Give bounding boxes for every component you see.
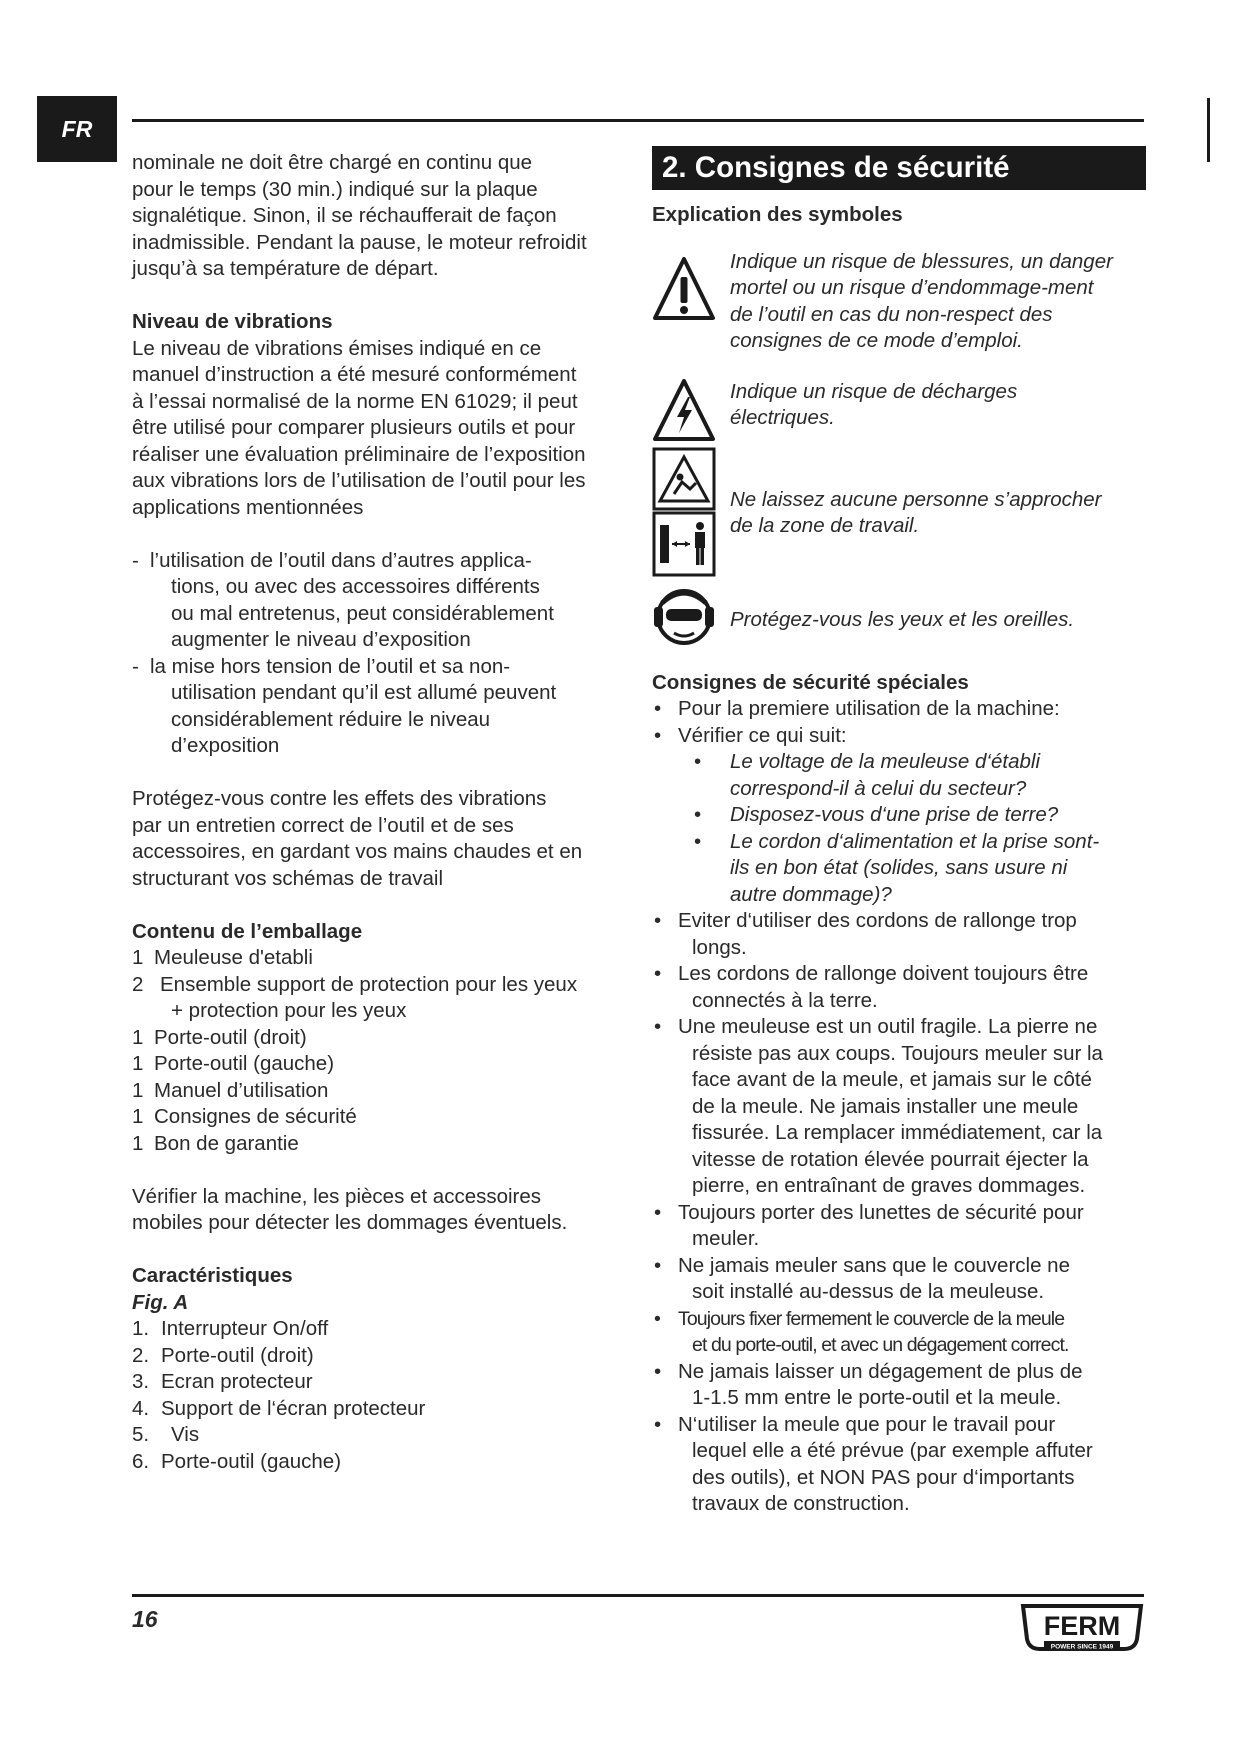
symbols-heading: Explication des symboles bbox=[652, 203, 903, 226]
check-paragraph: Vérifier la machine, les pièces et accessoires mobiles pour détecter les dommages éventuels. bbox=[132, 1184, 568, 1234]
page-number: 16 bbox=[132, 1606, 158, 1632]
figure-reference: Fig. A bbox=[132, 1290, 189, 1314]
warning-triangle-icon bbox=[652, 255, 716, 323]
dash-list-item: - l’utilisation de l’outil dans d’autres applica- tions, ou avec des accessoires différents ou mal entretenus, peut considérablement augmenter le niveau d’exposition bbox=[132, 548, 554, 651]
symbol-warning: Indique un risque de blessures, un danger mortel ou un risque d’endommage-ment de l’outil en cas du non-respect des consignes de ce mode d’emploi. bbox=[652, 249, 1146, 379]
package-list: 1 Meuleuse d'etabli 2 Ensemble support de protection pour les yeux + protection pour les yeux 1 Porte-outil (droit) 1 Porte-outil (gauche) 1 Manuel d’utilisation 1 Consignes de sécurité 1 Bon de garantie bbox=[132, 945, 632, 1157]
safety-item: • Toujours fixer fermement le couvercle de la meule et du porte-outil, et avec un dégagement correct. bbox=[654, 1307, 1069, 1356]
package-item: 2 Ensemble support de protection pour les yeux bbox=[132, 972, 578, 996]
safety-item: • Vérifier ce qui suit: bbox=[654, 723, 847, 747]
safety-item: • Une meuleuse est un outil fragile. La pierre ne résiste pas aux coups. Toujours meuler sur la face avant de la meule, et jamais sur le côté de la meule. Ne jamais installer une meule fissurée. La remplacer immédiatement, car la vitesse de rotation élevée pourrait éjecter la pierre, en entraînant de graves dommages. bbox=[654, 1015, 1103, 1197]
package-item: 1 Manuel d’utilisation bbox=[132, 1078, 329, 1102]
keep-distance-icon bbox=[652, 447, 716, 577]
check-item: • Le cordon d‘alimentation et la prise sont- ils en bon état (solides, sans usure ni autre dommage)? bbox=[694, 829, 1100, 906]
footer-rule bbox=[132, 1594, 1144, 1597]
language-label: FR bbox=[61, 115, 93, 142]
dash-list-item: - la mise hors tension de l’outil et sa non- utilisation pendant qu’il est allumé peuvent considérablement réduire le niveau d’exposition bbox=[132, 654, 557, 757]
features-heading: Caractéristiques bbox=[132, 1264, 293, 1287]
package-heading: Contenu de l’emballage bbox=[132, 919, 363, 943]
feature-item: 4. Support de l‘écran protecteur bbox=[132, 1396, 426, 1420]
safety-item: • Ne jamais meuler sans que le couvercle ne soit installé au-dessus de la meuleuse. bbox=[654, 1253, 1070, 1303]
safety-item: • Les cordons de rallonge doivent toujours être connectés à la terre. bbox=[654, 962, 1089, 1012]
logo-tagline: POWER SINCE 1949 bbox=[1050, 1643, 1114, 1651]
ferm-logo bbox=[1020, 1603, 1144, 1655]
special-heading: Consignes de sécurité spéciales bbox=[652, 670, 969, 694]
package-item: 1 Consignes de sécurité bbox=[132, 1105, 357, 1128]
symbol-distance: Ne laissez aucune personne s’approcher de la zone de travail. bbox=[652, 453, 1146, 593]
package-item: 1 Bon de garantie bbox=[132, 1131, 299, 1155]
protection-paragraph: Protégez-vous contre les effets des vibrations par un entretien correct de l’outil et de ses accessoires, en gardant vos mains chaudes et en structurant vos schémas de travail bbox=[132, 787, 583, 890]
eye-ear-protection-icon bbox=[652, 585, 716, 651]
right-column bbox=[652, 146, 1146, 1518]
feature-item: 2. Porte-outil (droit) bbox=[132, 1343, 314, 1367]
safety-item: • Pour la premiere utilisation de la machine: bbox=[654, 697, 1060, 720]
intro-paragraph: nominale ne doit être chargé en continu que pour le temps (30 min.) indiqué sur la plaque signalétique. Sinon, il se réchaufferait de façon inadmissible. Pendant la pause, le moteur refroidit jusqu’à sa température de départ. bbox=[132, 151, 587, 280]
feature-item: 5. Vis bbox=[132, 1423, 200, 1446]
vibration-paragraph: Le niveau de vibrations émises indiqué en ce manuel d’instruction a été mesuré conformément à l’essai normalisé de la norme EN 61029; il peut être utilisé pour comparer plusieurs outils et pour réaliser une évaluation préliminaire de l’exposition aux vibrations lors de l’utilisation de l’outil pour les applications mentionnées bbox=[132, 336, 586, 519]
safety-item: • Eviter d‘utiliser des cordons de rallonge trop longs. bbox=[654, 909, 1077, 959]
edge-mark bbox=[1207, 98, 1210, 162]
package-item: 1 Porte-outil (droit) bbox=[132, 1025, 307, 1049]
safety-item: • N‘utiliser la meule que pour le travail pour lequel elle a été prévue (par exemple affuter des outils), et NON PAS pour d‘importants travaux de construction. bbox=[654, 1412, 1093, 1515]
feature-item: 6. Porte-outil (gauche) bbox=[132, 1449, 342, 1473]
left-column bbox=[132, 150, 632, 1475]
electric-hazard-icon bbox=[652, 377, 716, 443]
package-item: 1 Meuleuse d'etabli bbox=[132, 946, 313, 969]
language-tab bbox=[37, 96, 117, 162]
logo-wordmark: FERM bbox=[1043, 1611, 1121, 1641]
check-item: • Le voltage de la meuleuse d‘établi correspond-il à celui du secteur? bbox=[694, 750, 1040, 800]
package-item: 1 Porte-outil (gauche) bbox=[132, 1052, 335, 1075]
features-list bbox=[132, 1316, 632, 1475]
feature-item: 1. Interrupteur On/off bbox=[132, 1317, 329, 1340]
vibration-heading: Niveau de vibrations bbox=[132, 310, 333, 333]
safety-item: • Toujours porter des lunettes de sécurité pour meuler. bbox=[654, 1200, 1084, 1250]
safety-item: • Ne jamais laisser un dégagement de plus de 1-1.5 mm entre le porte-outil et la meule. bbox=[654, 1359, 1083, 1409]
symbol-electric: Indique un risque de décharges électriques. bbox=[652, 379, 1146, 453]
check-item: • Disposez-vous d‘une prise de terre? bbox=[694, 803, 1059, 826]
section-title: 2. Consignes de sécurité bbox=[652, 146, 1146, 190]
symbol-protection: Protégez-vous les yeux et les oreilles. bbox=[652, 593, 1146, 663]
feature-item: 3. Ecran protecteur bbox=[132, 1370, 313, 1393]
safety-list bbox=[652, 696, 1146, 1518]
header-rule bbox=[132, 119, 1144, 122]
